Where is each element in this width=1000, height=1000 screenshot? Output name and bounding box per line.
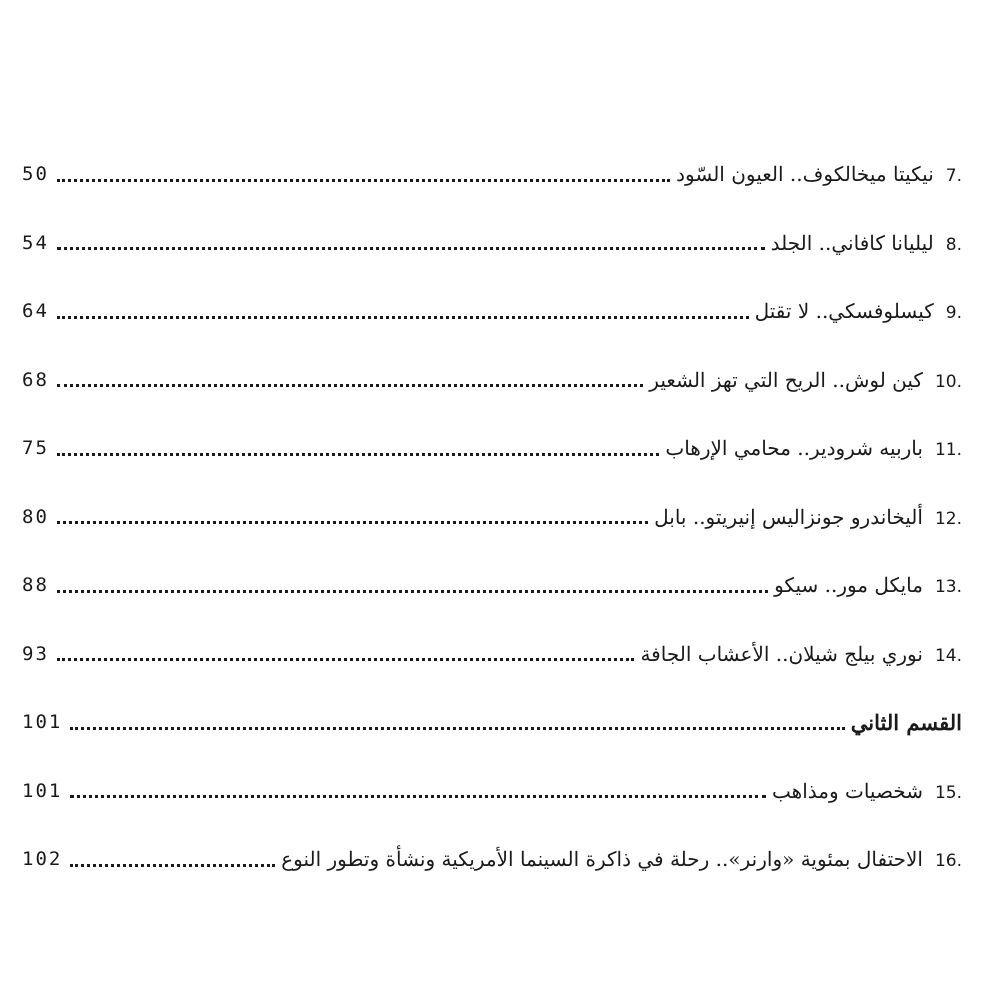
dot-leader (57, 384, 643, 387)
toc-entry (640, 642, 962, 666)
dot-leader (70, 727, 844, 730)
page-number: 64 (22, 300, 49, 323)
toc-row (22, 825, 962, 894)
toc-entry (774, 573, 962, 597)
entry-title: الاحتفال بمئوية «وارنر».. رحلة في ذاكرة السينما الأمريكية ونشأة وتطور النوع (281, 847, 923, 872)
page-number: 101 (22, 711, 63, 734)
toc-section-row (22, 688, 962, 757)
entry-number: 9. (945, 303, 962, 324)
dot-leader (57, 247, 765, 250)
entry-number: 11. (934, 440, 962, 461)
page-number: 68 (22, 368, 49, 391)
toc-entry (772, 779, 962, 803)
page-number: 101 (22, 779, 63, 802)
toc-row (22, 551, 962, 620)
toc-entry (281, 847, 962, 871)
entry-title: كين لوش.. الريح التي تهز الشعير (649, 367, 923, 392)
toc-entry (676, 162, 962, 186)
section-title: القسم الثاني (850, 709, 962, 735)
toc-row (22, 209, 962, 278)
page-number: 80 (22, 505, 49, 528)
entry-title: أليخاندرو جونزاليس إنيريتو.. بابل (654, 504, 923, 529)
dot-leader (70, 864, 275, 867)
entry-title: ليليانا كافاني.. الجلد (770, 230, 934, 255)
entry-number: 8. (945, 234, 962, 255)
entry-number: 10. (934, 371, 962, 392)
entry-number: 12. (934, 508, 962, 529)
entry-title: باربيه شرودير.. محامي الإرهاب (665, 436, 923, 461)
entry-number: 13. (934, 577, 962, 598)
entry-title: شخصيات ومذاهب (772, 778, 923, 803)
toc-entry (654, 505, 962, 529)
dot-leader (57, 316, 749, 319)
table-of-contents (22, 140, 962, 894)
entry-title: كيسلوفسكي.. لا تقتل (754, 299, 934, 324)
toc-row (22, 757, 962, 826)
toc-entry (771, 231, 962, 255)
toc-entry (665, 436, 962, 460)
page-number: 75 (22, 437, 49, 460)
dot-leader (70, 795, 766, 798)
entry-title: نيكيتا ميخالكوف.. العيون السّود (676, 162, 934, 187)
entry-number: 16. (934, 851, 962, 872)
page-number: 102 (22, 848, 63, 871)
entry-number: 7. (945, 166, 962, 187)
page-number: 50 (22, 163, 49, 186)
page-number: 54 (22, 231, 49, 254)
entry-number: 15. (934, 782, 962, 803)
toc-row (22, 140, 962, 209)
entry-title: مايكل مور.. سيكو (774, 573, 923, 598)
entry-number: 14. (934, 645, 962, 666)
toc-entry (755, 299, 962, 323)
toc-row (22, 483, 962, 552)
toc-entry (649, 368, 962, 392)
page-number: 88 (22, 574, 49, 597)
page-number: 93 (22, 642, 49, 665)
toc-section-entry (851, 710, 962, 735)
dot-leader (57, 658, 635, 661)
toc-row (22, 620, 962, 689)
dot-leader (57, 179, 670, 182)
dot-leader (57, 453, 659, 456)
dot-leader (57, 521, 648, 524)
toc-row (22, 277, 962, 346)
toc-row (22, 346, 962, 415)
entry-title: نوري بيلج شيلان.. الأعشاب الجافة (640, 641, 923, 666)
toc-row (22, 414, 962, 483)
dot-leader (57, 590, 768, 593)
